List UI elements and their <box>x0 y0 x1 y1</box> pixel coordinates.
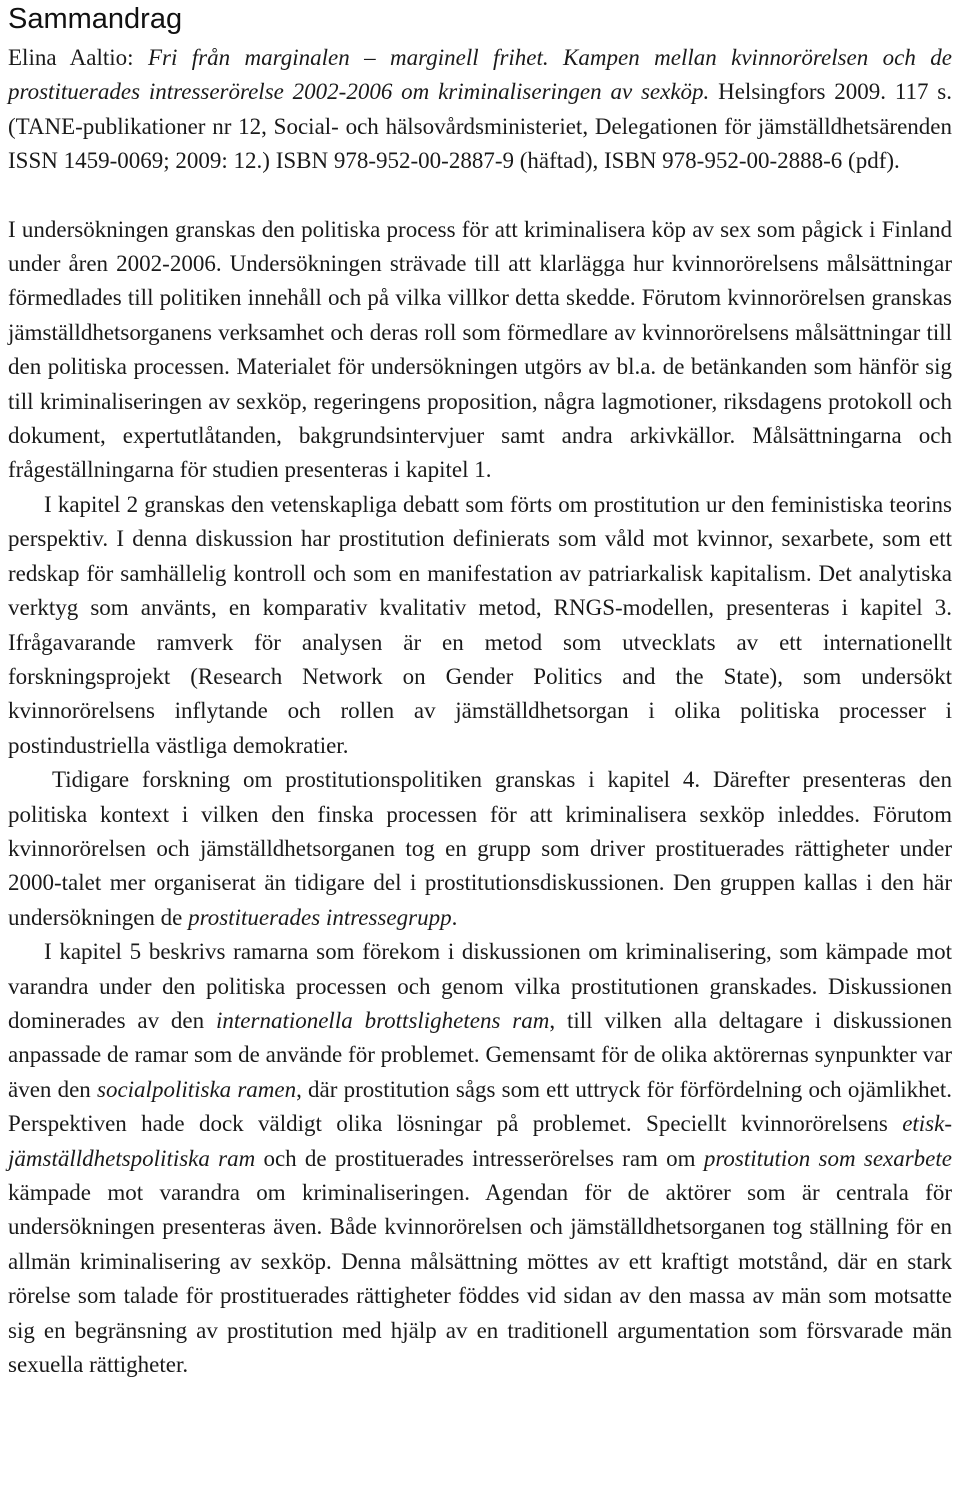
citation-paragraph <box>8 41 952 179</box>
page-title: Sammandrag <box>8 3 183 35</box>
p4-text-2: , till vilken alla deltagare i diskussionen anpassade de ramar som de använde för problemet. Gemensamt för de olika aktörernas synpunkter var även den <box>8 1007 952 1102</box>
paragraph-intro: I undersökningen granskas den politiska process för att kriminalisera köp av sex som pågick i Finland under åren 2002-2006. Undersökningen strävade till att klarlägga hur kvinnorörelsens målsättningar förmedlades till politiken innehåll och på vilka villkor detta skedde. Förutom kvinnorörelsen granskas jämställdhetsorganens verksamhet och deras roll som förmedlare av kvinnorörelsens målsättningar till den politiska processen. Materialet för undersökningen utgörs av bl.a. de betänkanden som hänför sig till kriminaliseringen av sexköp, regeringens proposition, några lagmotioner, riksdagens protokoll och dokument, expertutlåtanden, bakgrundsintervjuer samt andra arkivkällor. Målsättningarna och frågeställningarna för studien presenteras i kapitel 1. <box>8 216 952 483</box>
paragraph-spacer <box>8 179 952 213</box>
p4-text-1: I kapitel 5 beskrivs ramarna som förekom i diskussionen om kriminalisering, som kämpade mot varandra under den politiska processen och genom vilka prostitutionen granskades. Diskussionen dominerades av den <box>8 939 952 1033</box>
p4-text-5: kämpade mot varandra om kriminaliseringen. Agendan för de aktörer som är centrala för undersökningen presenteras även. Både kvinnorörelsen och jämställdhetsorganen tog ställning för en allmän kriminalisering av sexköp. Denna målsättning möttes av ett kraftigt motstånd, där en stark rörelse som talade för prostituerades rättigheter föddes vid sidan av den massa av män som motsatte sig en begränsning av prostitution med hjälp av en traditionell argumentation som försvarade män sexuella rättigheter. <box>8 1180 952 1378</box>
paragraph-chapter-4 <box>8 763 952 935</box>
paragraph-chapter-5 <box>8 935 952 1382</box>
citation-details: Helsingfors 2009. 117 s. (TANE-publikationer nr 12, Social- och hälsovårdsministeriet, Delegationen för jämställdhetsärenden ISSN 1459-0069; 2009: 12.) ISBN 978-952-00-2887-9 (häftad), ISBN 978-952-00-2888-6 (pdf). <box>8 79 952 174</box>
citation-title: Fri från marginalen – marginell frihet. Kampen mellan kvinnorörelsen och de prostituerades intresserörelse 2002-2006 om kriminaliseringen av sexköp. <box>8 45 952 105</box>
citation-author: Elina Aaltio: <box>8 45 148 70</box>
paragraph-chapter-2: I kapitel 2 granskas den vetenskapliga debatt som förts om prostitution ur den feministiska teorins perspektiv. I denna diskussion har prostitution definierats som våld mot kvinnor, sexarbete, som ett redskap för samhällelig kontroll och som en manifestation av patriarkalisk kapitalism. Det analytiska verktyg som använts, en komparativ kvalitativ metod, RNGS-modellen, presenteras i kapitel 3. Ifrågavarande ramverk för analysen är en metod som utvecklats av ett internationellt forskningsprojekt (Research Network on Gender Politics and the State), som undersökt kvinnorörelsens inflytande och rollen av jämställdhetsorgan i olika politiska processer i postindustriella västliga demokratier. <box>8 491 952 758</box>
p3-text-1: Tidigare forskning om prostitutionspolitiken granskas i kapitel 4. Därefter presenteras den politiska kontext i vilken den finska processen för att kriminalisera sexköp inleddes. Förutom kvinnorörelsen och jämställdhetsorganen tog en grupp som driver prostituerades rättigheter under 2000-talet mer organiserat än tidigare del i prostitutionsdiskussionen. Den gruppen kallas i den här undersökningen de <box>8 767 952 930</box>
p4-italic-4: prostitution som sexarbete <box>703 1145 952 1171</box>
p4-italic-1: internationella brottslighetens ram <box>216 1007 550 1033</box>
p3-text-2: . <box>451 904 458 930</box>
p3-italic-1: prostituerades intressegrupp <box>188 904 452 930</box>
p4-text-3: , där prostitution sågs som ett uttryck för förfördelning och ojämlikhet. Perspektiven hade dock väldigt olika lösningar på problemet. Speciellt kvinnorörelsens <box>8 1076 952 1137</box>
p4-italic-3: etisk-jämställdhetspolitiska ram <box>8 1111 952 1171</box>
p4-text-4: och de prostituerades intresserörelses ram om <box>255 1145 704 1171</box>
p4-italic-2: socialpolitiska ramen <box>97 1076 297 1102</box>
